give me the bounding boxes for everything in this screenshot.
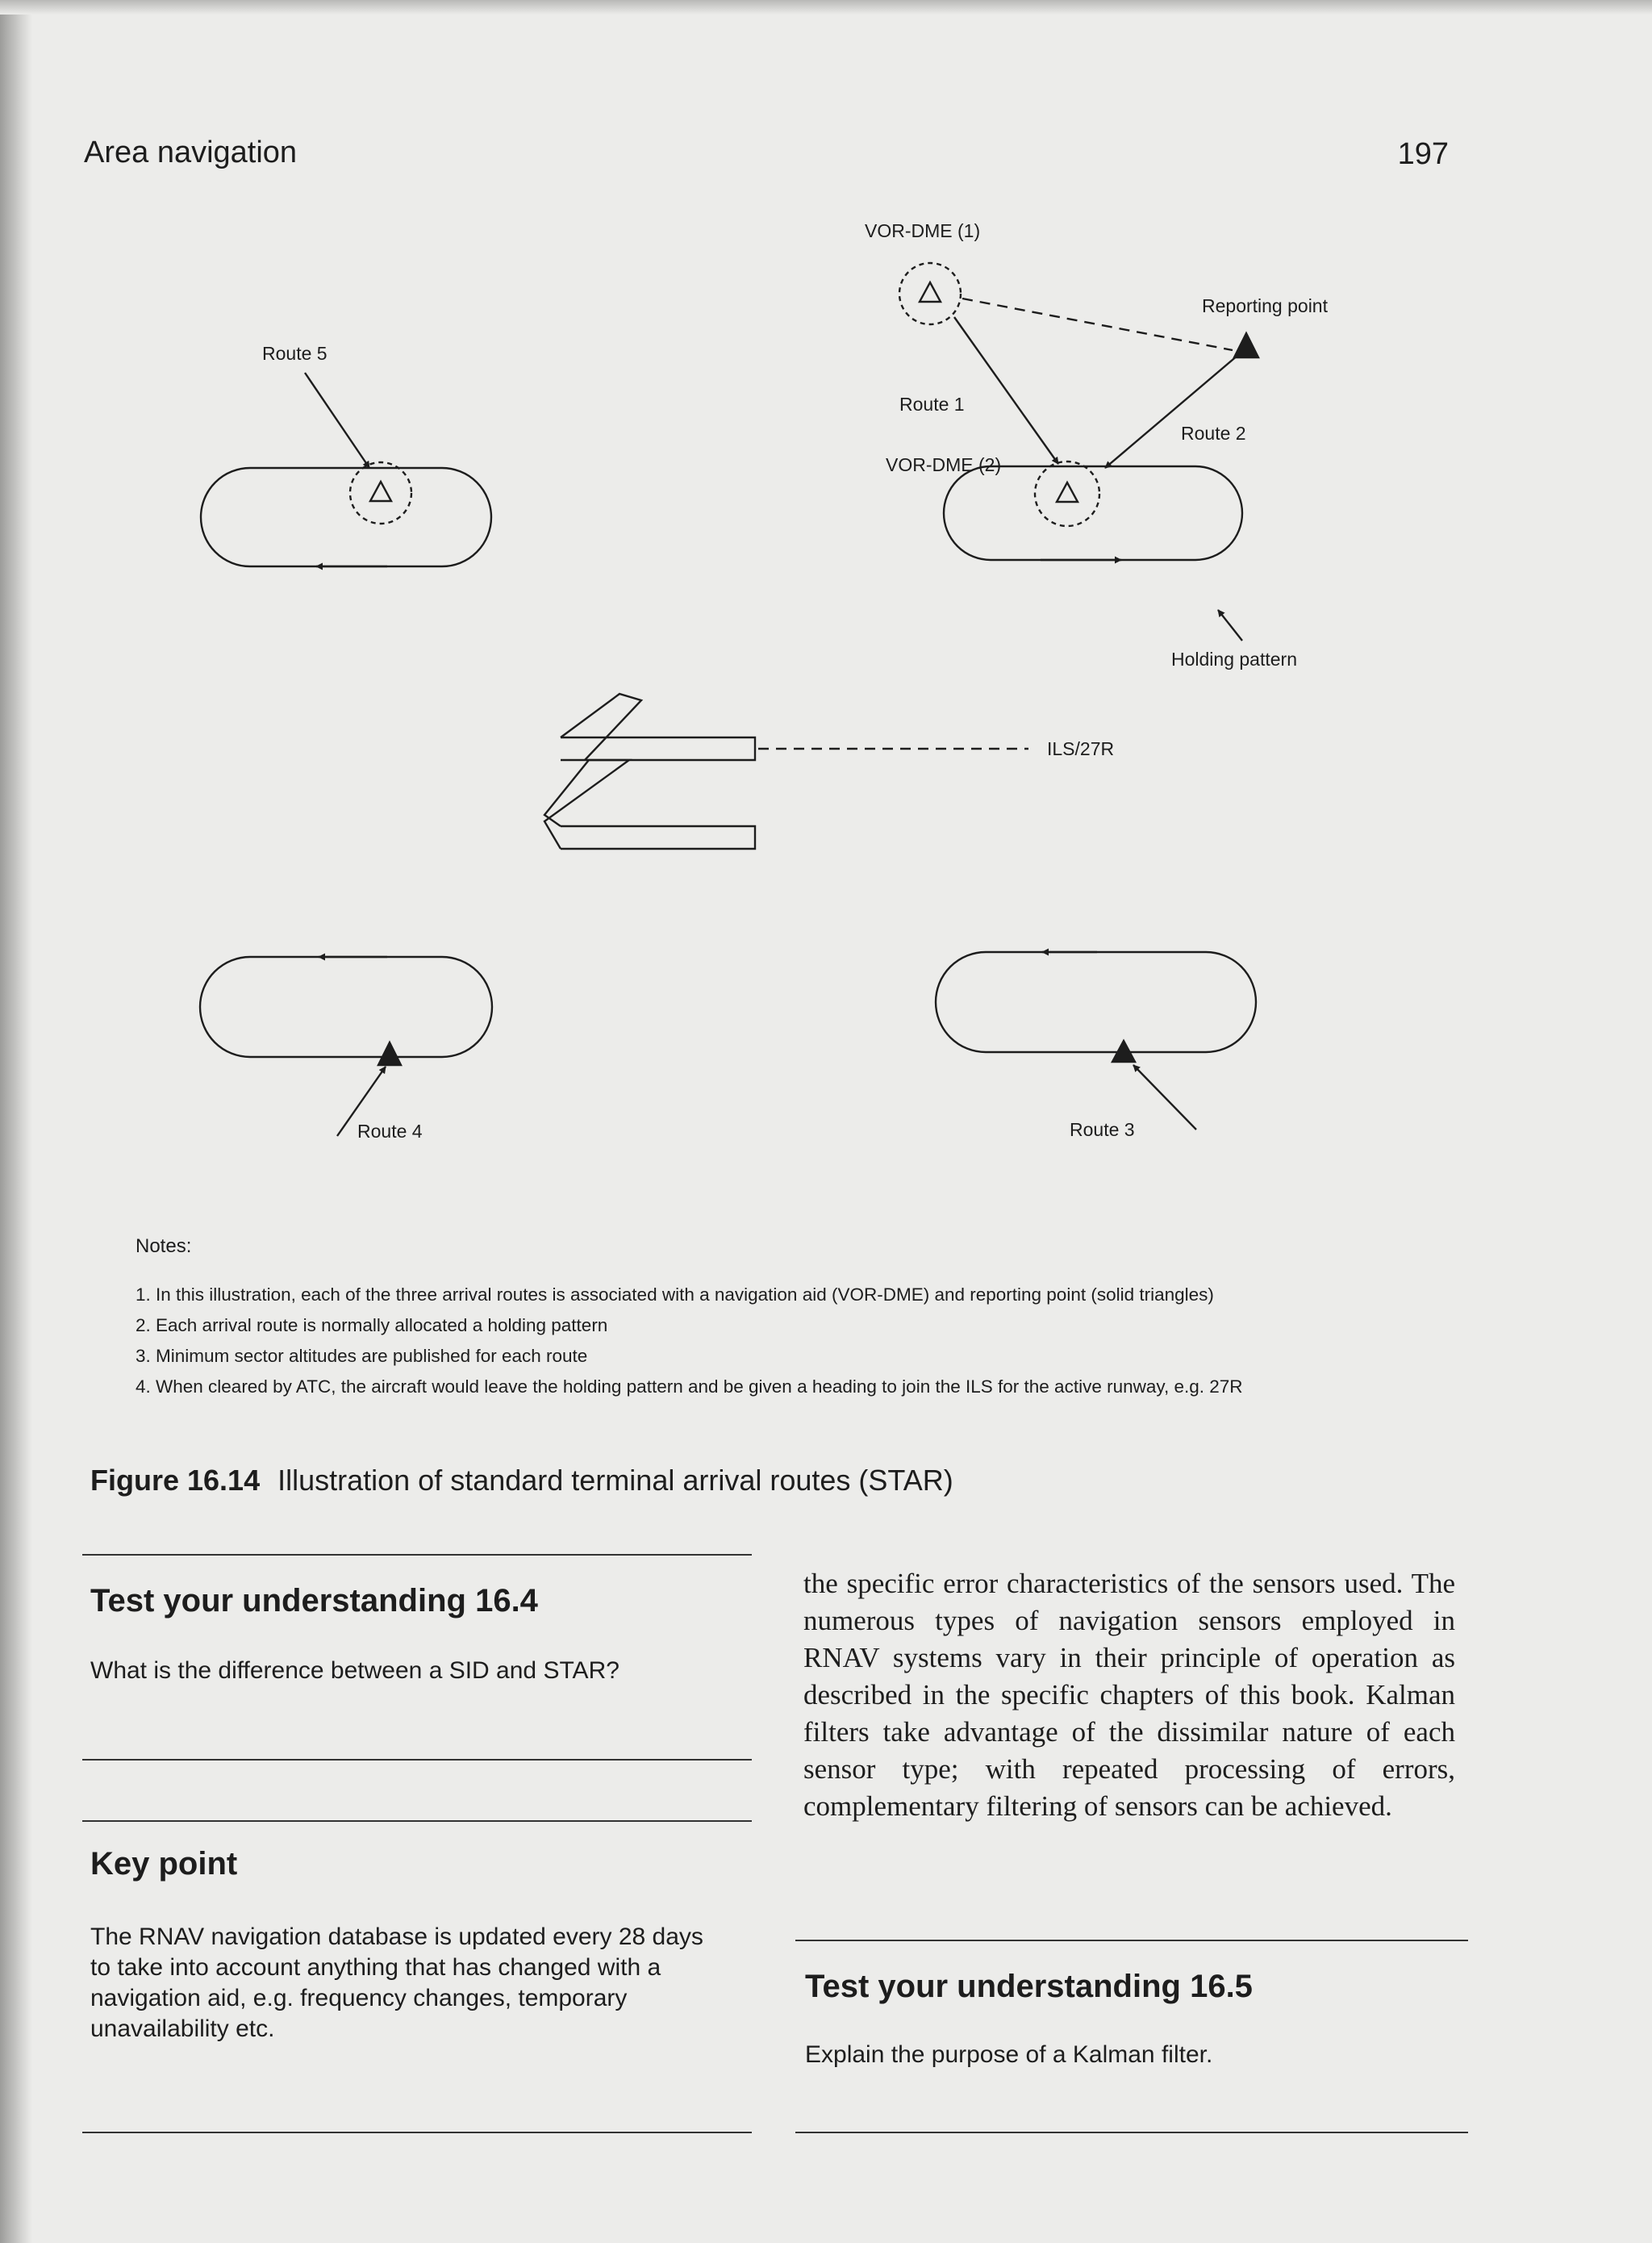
holding-pattern-bottom-right xyxy=(936,952,1256,1052)
figure-notes xyxy=(136,1231,1442,1402)
route-5-line xyxy=(305,373,369,468)
body-paragraph: the specific error characteristics of the sensors used. The numerous types of navigation sensors employed in RNAV systems vary in their principle of operation as described in the specific chapters of this book. Kalman filters take advantage of the dissimilar nature of each sensor type; with repeated processing of errors, complementary filtering of sensors can be achieved. xyxy=(803,1568,1455,1822)
label-ils: ILS/27R xyxy=(1047,738,1115,759)
label-vor-dme-1: VOR-DME (1) xyxy=(865,220,981,241)
route-2-line xyxy=(1105,355,1238,468)
note-item: 1. In this illustration, each of the three arrival routes is associated with a navigation aid (VOR-DME) and reporting point (solid triangles) xyxy=(136,1284,1214,1305)
test-16-4-title: Test your understanding 16.4 xyxy=(90,1583,538,1619)
label-route-4: Route 4 xyxy=(357,1121,423,1142)
divider xyxy=(82,2132,752,2133)
figure-caption xyxy=(90,1464,953,1497)
running-head: Area navigation xyxy=(84,136,298,169)
vor-dme-2-symbol xyxy=(1035,462,1099,526)
reporting-point-triangle xyxy=(1234,333,1258,357)
note-item: 3. Minimum sector altitudes are published for each route xyxy=(136,1346,588,1366)
divider xyxy=(795,1940,1468,1941)
test-16-4-question: What is the difference between a SID and STAR? xyxy=(90,1657,620,1684)
note-item: 2. Each arrival route is normally allocated a holding pattern xyxy=(136,1315,608,1335)
divider xyxy=(795,2132,1468,2133)
label-holding-pattern: Holding pattern xyxy=(1171,649,1297,670)
label-reporting-point: Reporting point xyxy=(1202,295,1328,316)
page-top-shadow xyxy=(0,0,1652,15)
test-16-5-question: Explain the purpose of a Kalman filter. xyxy=(805,2041,1213,2068)
route-4-reporting-point xyxy=(378,1042,401,1065)
label-route-1: Route 1 xyxy=(899,394,965,415)
vor-dme-1-symbol xyxy=(899,263,961,324)
label-vor-dme-2: VOR-DME (2) xyxy=(886,454,1002,475)
holding-pattern-bottom-left xyxy=(200,957,492,1057)
vor1-to-reporting-point-line xyxy=(962,299,1233,350)
notes-title: Notes: xyxy=(136,1235,192,1257)
key-point-title: Key point xyxy=(90,1846,238,1882)
page-number: 197 xyxy=(1397,137,1449,171)
route-1-line xyxy=(954,317,1058,464)
holding-pattern-top-left xyxy=(201,468,491,566)
route-5-fix-symbol xyxy=(350,462,411,524)
divider xyxy=(82,1820,752,1822)
holding-pattern-pointer xyxy=(1218,610,1242,641)
label-route-5: Route 5 xyxy=(262,343,327,364)
divider xyxy=(82,1554,752,1556)
figure-number: Figure 16.14 xyxy=(90,1464,261,1497)
route-3-line xyxy=(1133,1065,1196,1130)
runway-symbol xyxy=(544,694,755,849)
figure-caption-text: Illustration of standard terminal arrival routes (STAR) xyxy=(277,1464,953,1497)
label-route-3: Route 3 xyxy=(1070,1119,1135,1140)
key-point-text: The RNAV navigation database is updated every 28 days to take into account anything that has changed with a navigation aid, e.g. frequency changes, temporary unavailability etc. xyxy=(90,1923,703,2042)
star-diagram xyxy=(0,202,1652,1234)
divider xyxy=(82,1759,752,1761)
label-route-2: Route 2 xyxy=(1181,423,1246,444)
test-16-5-title: Test your understanding 16.5 xyxy=(805,1969,1253,2004)
note-item: 4. When cleared by ATC, the aircraft would leave the holding pattern and be given a heading to join the ILS for the active runway, e.g. 27R xyxy=(136,1376,1243,1397)
